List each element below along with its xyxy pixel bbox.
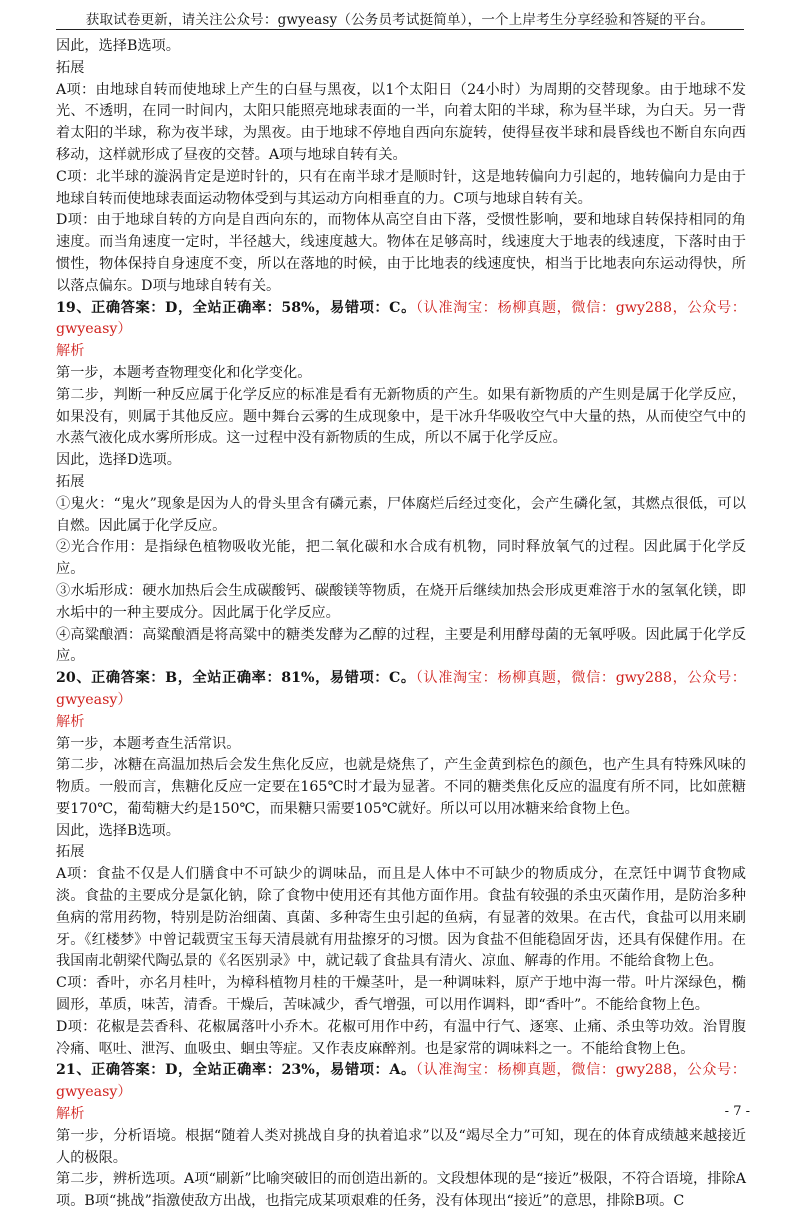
- main-content: [56, 36, 746, 1213]
- section-label: 拓展: [56, 473, 85, 490]
- section-label: 拓展: [56, 59, 85, 76]
- paragraph: A项：食盐不仅是人们膳食中不可缺少的调味品，而且是人体中不可缺少的物质成分，在烹饪中调节食物咸淡。食盐的主要成分是氯化钠，除了食物中使用还有其他方面作用。食盐有较强的杀虫灭菌作用，是防治多种鱼病的常用药物，特别是防治细菌、真菌、多种寄生虫引起的鱼病，有显著的效果。在古代，食盐可以用来刷牙。《红楼梦》中曾记载贾宝玉每天清晨就有用盐擦牙的习惯。因为食盐不但能稳固牙齿，还具有保健作用。在我国南北朝梁代陶弘景的《名医别录》中，就记载了食盐具有清火、凉血、解毒的作用。不能给食物上色。: [56, 866, 746, 970]
- paragraph: ①鬼火：“鬼火”现象是因为人的骨头里含有磷元素，尸体腐烂后经过变化，会产生磷化氢，其燃点很低，可以自燃。因此属于化学反应。: [56, 495, 746, 534]
- paragraph: 第二步，冰糖在高温加热后会发生焦化反应，也就是烧焦了，产生金黄到棕色的颜色，也产生具有特殊风味的物质。一般而言，焦糖化反应一定要在165℃时才最为显著。不同的糖类焦化反应的温度有所不同，比如蔗糖要170℃，葡萄糖大约是150℃，而果糖只需要105℃就好。所以可以用冰糖来给食物上色。: [56, 757, 746, 817]
- paragraph: ③水垢形成：硬水加热后会生成碳酸钙、碳酸镁等物质，在烧开后继续加热会形成更难溶于水的氢氧化镁，即水垢中的一种主要成分。因此属于化学反应。: [56, 582, 746, 621]
- answer-line-20: [56, 668, 746, 712]
- analysis-label: 解析: [56, 343, 85, 360]
- paragraph: 因此，选择D选项。: [56, 452, 181, 469]
- paragraph: 第一步，本题考查生活常识。: [56, 735, 241, 752]
- paragraph: 第二步，判断一种反应属于化学反应的标准是看有无新物质的产生。如果有新物质的产生则是属于化学反应，如果没有，则属于其他反应。题中舞台云雾的生成现象中，是干冰升华吸收空气中大量的热，从而使空气中的水蒸气液化成水雾所形成。这一过程中没有新物质的生成，所以不属于化学反应。: [56, 386, 746, 447]
- answer-text: 21、正确答案：D，全站正确率：23%，易错项：A。: [56, 1062, 416, 1079]
- promo-text: （认准淘宝：杨柳真题，微信：gwy288，公众号：gwyeasy）: [56, 1062, 746, 1101]
- paragraph: D项：由于地球自转的方向是自西向东的，而物体从高空自由下落，受惯性影响，要和地球自转保持相同的角速度。而当角速度一定时，半径越大，线速度越大。物体在足够高时，线速度大于地表的线速度，下落时由于惯性，物体保持自身速度不变，所以在落地的时候，由于比地表的线速度快，相当于比地表向东运动得快，所以落点偏东。D项与地球自转有关。: [56, 212, 746, 294]
- paragraph: C项：香叶，亦名月桂叶，为樟科植物月桂的干燥茎叶，是一种调味料，原产于地中海一带。叶片深绿色，椭圆形，革质，味苦，清香。干燥后，苦味减少，香气增强，可以用作调料，即“香叶”。不能给食物上色。: [56, 975, 746, 1014]
- paragraph: 因此，选择B选项。: [56, 38, 180, 54]
- answer-text: 20、正确答案：B，全站正确率：81%，易错项：C。: [56, 670, 416, 687]
- answer-text: 19、正确答案：D，全站正确率：58%，易错项：C。: [56, 299, 416, 316]
- promo-text: （认准淘宝：杨柳真题，微信：gwy288，公众号：gwyeasy）: [56, 299, 746, 338]
- promo-text: （认准淘宝：杨柳真题，微信：gwy288，公众号：gwyeasy）: [56, 670, 746, 708]
- paragraph: ④高粱酿酒：高粱酿酒是将高粱中的糖类发酵为乙醇的过程，主要是利用酵母菌的无氧呼吸。因此属于化学反应。: [56, 626, 746, 665]
- analysis-label: 解析: [56, 1106, 85, 1123]
- answer-line-19: [56, 298, 746, 342]
- paragraph: D项：花椒是芸香科、花椒属落叶小乔木。花椒可用作中药，有温中行气、逐寒、止痛、杀虫等功效。治胃腹冷痛、呕吐、泄泻、血吸虫、蛔虫等症。又作表皮麻醉剂。也是家常的调味料之一。不能给食物上色。: [56, 1018, 746, 1057]
- paragraph: ②光合作用：是指绿色植物吸收光能，把二氧化碳和水合成有机物，同时释放氧气的过程。因此属于化学反应。: [56, 539, 746, 578]
- paragraph: C项：北半球的漩涡肯定是逆时针的，只有在南半球才是顺时针，这是地转偏向力引起的，地转偏向力是由于地球自转而使地球表面运动物体受到与其运动方向相垂直的力。C项与地球自转有关。: [56, 168, 746, 207]
- page-number: - 7 -: [724, 1104, 750, 1119]
- paragraph: 第一步，分析语境。根据“随着人类对挑战自身的执着追求”以及“竭尽全力”可知，现在的体育成绩越来越接近人的极限。: [56, 1127, 746, 1166]
- paragraph: 第二步，辨析选项。A项“刷新”比喻突破旧的而创造出新的。文段想体现的是“接近”极限，不符合语境，排除A项。B项“挑战”指激使敌方出战，也指完成某项艰难的任务，没有体现出“接近”的意思，排除B项。C: [56, 1171, 746, 1210]
- analysis-label: 解析: [56, 713, 85, 730]
- answer-line-21: [56, 1060, 746, 1104]
- section-label: 拓展: [56, 844, 85, 861]
- header-divider: [56, 29, 744, 30]
- page-header: 获取试卷更新，请关注公众号：gwyeasy（公务员考试挺简单），一个上岸考生分享经验和答疑的平台。: [85, 12, 715, 28]
- paragraph: A项：由地球自转而使地球上产生的白昼与黑夜，以1个太阳日（24小时）为周期的交替现象。由于地球不发光、不透明，在同一时间内，太阳只能照亮地球表面的一半，向着太阳的半球，称为昼半球，为白天。另一背着太阳的半球，称为夜半球，为黑夜。由于地球不停地自西向东旋转，使得昼夜半球和晨昏线也不断自东向西移动，这样就形成了昼夜的交替。A项与地球自转有关。: [56, 81, 746, 163]
- paragraph: 因此，选择B选项。: [56, 822, 180, 839]
- paragraph: 第一步，本题考查物理变化和化学变化。: [56, 364, 312, 381]
